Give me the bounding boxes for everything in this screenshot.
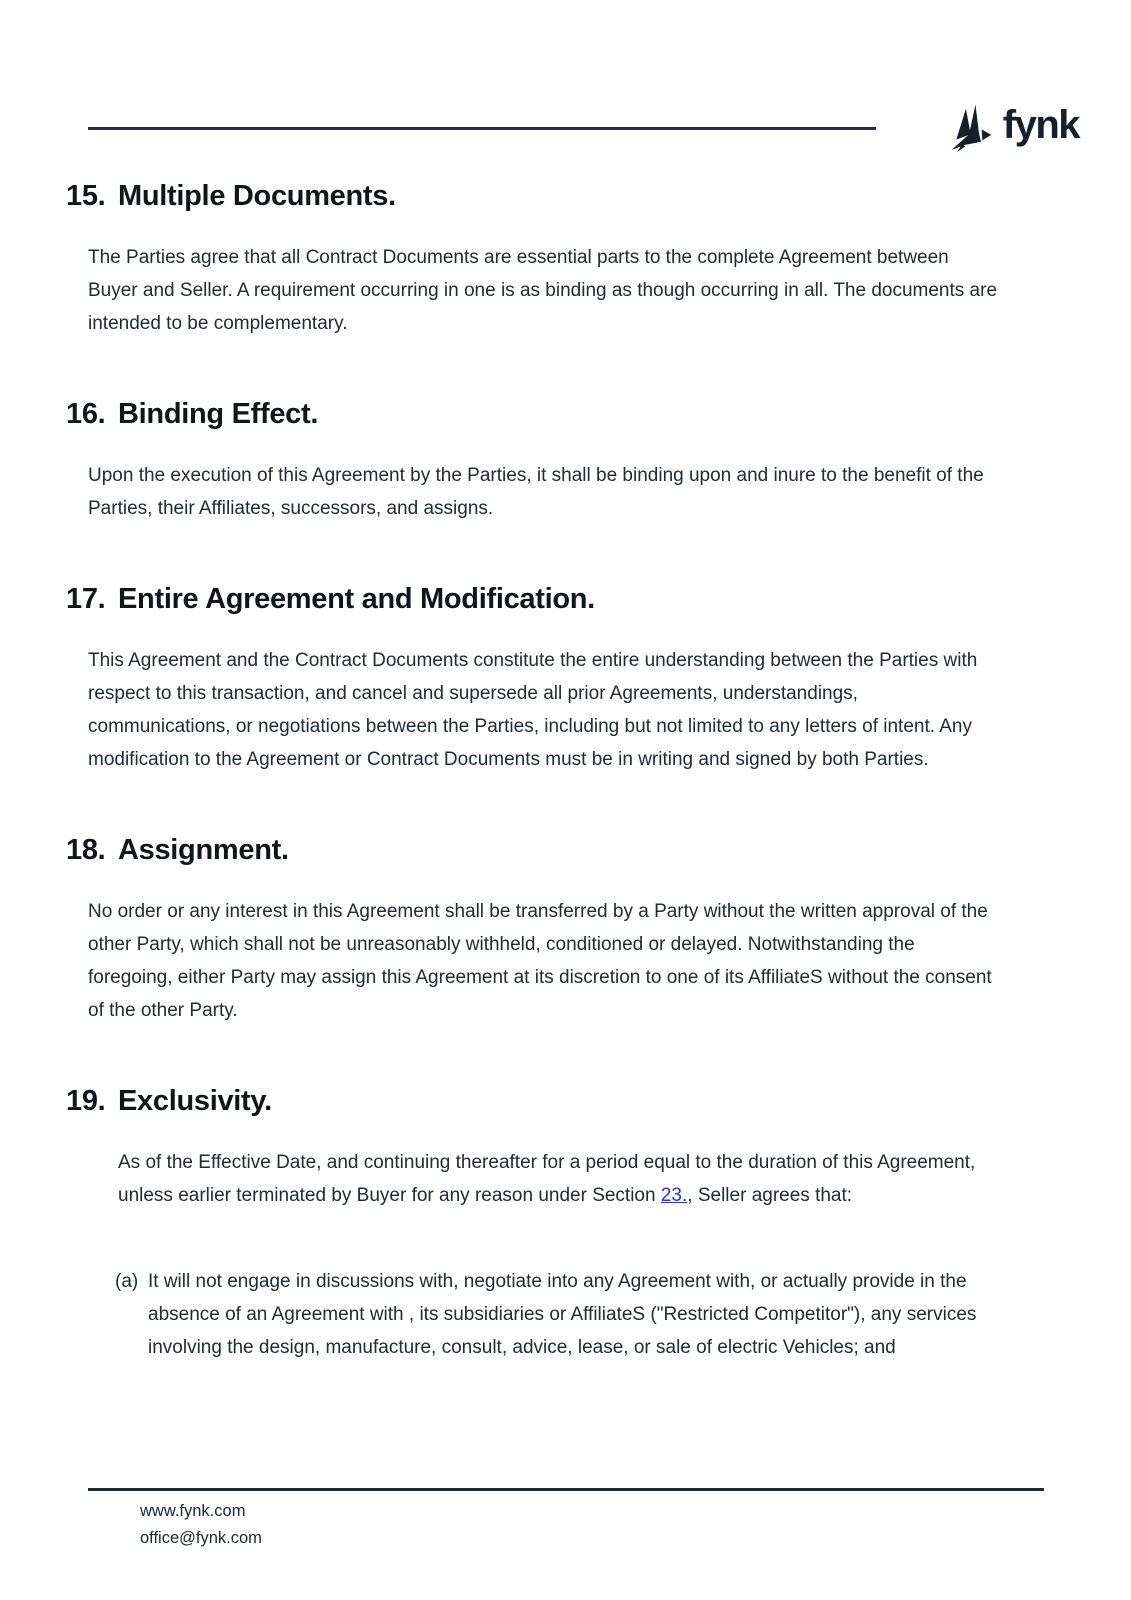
section-paragraph: No order or any interest in this Agreement shall be transferred by a Party without the written approval of the other Party, which shall not be unreasonably withheld, conditioned or delayed. Notwithstanding the foregoing, either Party may assign this Agreement at its discretion to one of its AffiliateS without the consent of the other Party. [88,901,992,1021]
brand-wordmark: fynk [1002,103,1079,147]
section-title: Multiple Documents. [118,180,396,212]
section-heading [66,178,1021,214]
section-23-link[interactable]: 23. [660,1185,688,1206]
section-title: Entire Agreement and Modification. [118,583,595,615]
section-15-multiple-documents [66,178,1021,340]
section-paragraph: Upon the execution of this Agreement by the Parties, it shall be binding upon and inure to the benefit of the Parties, their Affiliates, successors, and assigns. [88,465,984,519]
page-footer [88,1488,1044,1552]
section-number: 17. [66,583,106,615]
intro-text-after: , Seller agrees that: [687,1185,853,1206]
origami-crane-icon [946,102,994,154]
section-title: Binding Effect. [118,398,319,430]
document-body [66,178,1021,1420]
section-heading [66,581,1021,617]
section-19-exclusivity [66,1083,1021,1364]
section-heading [66,1083,1021,1119]
section-17-entire-agreement [66,581,1021,776]
section-16-binding-effect [66,396,1021,525]
page-header [88,98,1079,158]
header-divider [88,127,876,130]
section-heading [66,396,1021,432]
section-paragraph: This Agreement and the Contract Documents constitute the entire understanding between the Parties with respect to this transaction, and cancel and supersede all prior Agreements, understandings, communications, or negotiations between the Parties, including but not limited to any letters of intent. Any modification to the Agreement or Contract Documents must be in writing and signed by both Parties. [88,650,978,770]
footer-contact [140,1498,1044,1552]
section-paragraph: The Parties agree that all Contract Documents are essential parts to the complete Agreement between Buyer and Seller. A requirement occurring in one is as binding as though occurring in all. The documents are intended to be complementary. [88,247,998,334]
list-item-text: It will not engage in discussions with, negotiate into any Agreement with, or actually provide in the absence of an Agreement with , its subsidiaries or AffiliateS ("Restricted Competitor"), any services involving the design, manufacture, consult, advice, lease, or sale of electric Vehicles; and [148,1271,977,1358]
section-number: 18. [66,834,106,866]
footer-email: office@fynk.com [140,1529,262,1547]
section-paragraph [118,1146,998,1212]
section-number: 19. [66,1085,106,1117]
footer-divider [88,1488,1044,1491]
section-title: Assignment. [118,834,289,866]
section-heading [66,832,1021,868]
section-title: Exclusivity. [118,1085,272,1117]
section-number: 16. [66,398,106,430]
list-item-a [115,1265,1020,1364]
intro-text-before: As of the Effective Date, and continuing thereafter for a period equal to the duration of this Agreement, unless earlier terminated by Buyer for any reason under Section [118,1152,976,1206]
section-18-assignment [66,832,1021,1027]
brand-logo [946,102,1079,154]
footer-website: www.fynk.com [140,1502,246,1520]
section-number: 15. [66,180,106,212]
list-item-marker: (a) [115,1271,139,1292]
